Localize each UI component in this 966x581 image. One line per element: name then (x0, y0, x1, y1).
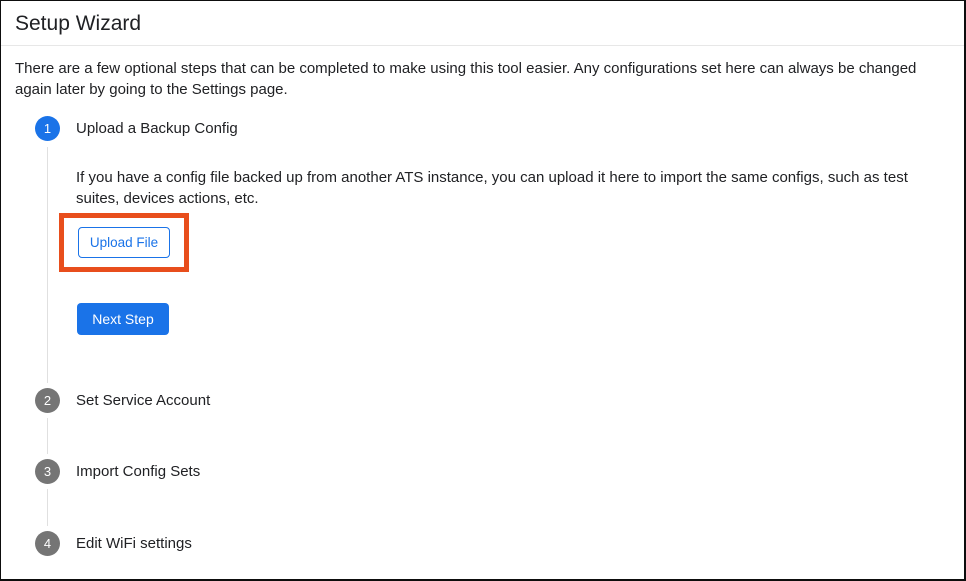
step-connector-3 (47, 489, 48, 526)
step-header-edit-wifi-settings[interactable]: Edit WiFi settings (76, 535, 192, 552)
step-number-2: 2 (43, 393, 52, 408)
page-title: Setup Wizard (15, 12, 142, 35)
header-divider (1, 45, 964, 46)
next-step-button[interactable]: Next Step (77, 303, 169, 335)
annotation-highlight-box (59, 213, 189, 272)
page-description: There are a few optional steps that can be completed to make using this tool easier. Any configurations set here can always be changed again later by going to the Settings page. (15, 60, 917, 98)
step-indicator-1 (35, 116, 60, 141)
step1-description: If you have a config file backed up from another ATS instance, you can upload it here to import the same configs, such as test suites, devices actions, etc. (76, 169, 908, 207)
step-header-import-config-sets[interactable]: Import Config Sets (76, 463, 201, 480)
step-indicator-3 (35, 459, 60, 484)
step-number-1: 1 (43, 121, 52, 136)
step-indicator-2 (35, 388, 60, 413)
step-indicator-4 (35, 531, 60, 556)
step-header-set-service-account[interactable]: Set Service Account (76, 392, 211, 409)
step-connector-1 (47, 147, 48, 383)
step-header-upload-backup-config[interactable]: Upload a Backup Config (76, 120, 238, 137)
step-connector-2 (47, 418, 48, 454)
upload-file-button[interactable]: Upload File (78, 227, 170, 258)
step-number-4: 4 (43, 536, 52, 551)
step-number-3: 3 (43, 464, 52, 479)
